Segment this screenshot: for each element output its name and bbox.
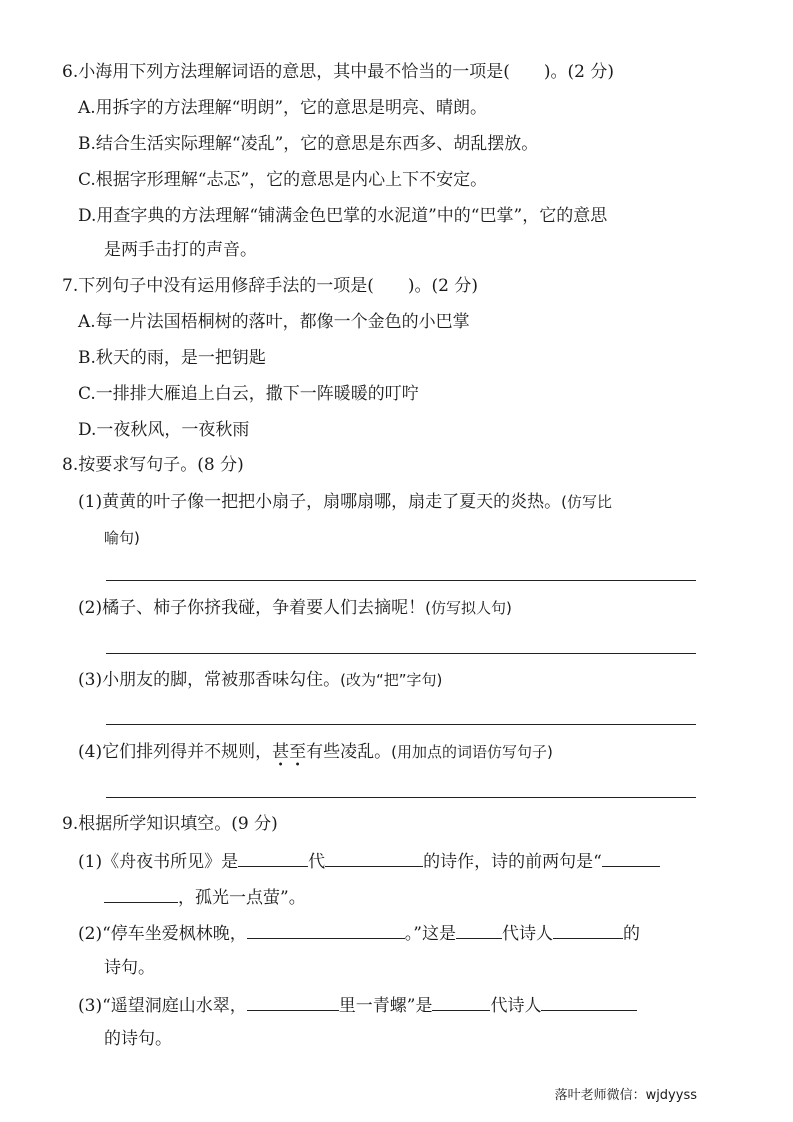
q9-p2-blank-line[interactable]	[247, 920, 405, 939]
q9-part3-cont: 的诗句。	[104, 1029, 172, 1049]
q6-option-b: B.结合生活实际理解“凌乱”，它的意思是东西多、胡乱摆放。	[78, 134, 539, 154]
footer-contact: 落叶老师微信：wjdyyss	[554, 1088, 697, 1103]
q8-item4-text-a: (4)它们排列得并不规则，	[78, 742, 273, 762]
q8-item1-note-cont: 喻句)	[104, 529, 140, 547]
q9-part1	[78, 848, 660, 874]
q9-p2-blank-poet[interactable]	[553, 920, 623, 939]
q6-stem: 6.小海用下列方法理解词语的意思，其中最不恰当的一项是( )。(2 分)	[62, 62, 614, 82]
q6-option-d: D.用查字典的方法理解“铺满金色巴掌的水泥道”中的“巴掌”，它的意思	[78, 206, 608, 226]
q9-stem: 9.根据所学知识填空。(9 分)	[62, 814, 278, 834]
q8-item3-text: (3)小朋友的脚，常被那香味勾住。	[78, 670, 341, 690]
q8-stem: 8.按要求写句子。(8 分)	[62, 455, 244, 475]
q8-item4-text-b: 有些凌乱。	[306, 742, 392, 762]
q9-p3-text-a: (3)“遥望洞庭山水翠，	[78, 996, 247, 1016]
q8-answer-line-1[interactable]	[106, 580, 696, 581]
q7-option-a: A.每一片法国梧桐树的落叶，都像一个金色的小巴掌	[78, 312, 470, 332]
q9-p2-text-b: 。”这是	[404, 924, 456, 944]
q8-item2-text: (2)橘子、柿子你挤我碰，争着要人们去摘呢！	[78, 598, 426, 618]
q9-p2-text-a: (2)“停车坐爱枫林晚，	[78, 924, 247, 944]
q8-item4	[78, 740, 553, 764]
q9-p3-text-c: 代诗人	[490, 996, 542, 1016]
q6-option-c: C.根据字形理解“忐忑”，它的意思是内心上下不安定。	[78, 170, 488, 190]
q6-option-a: A.用拆字的方法理解“明朗”，它的意思是明亮、晴朗。	[78, 98, 488, 118]
q9-p3-blank-dynasty[interactable]	[432, 992, 490, 1011]
q9-p1-blank-poet[interactable]	[325, 848, 423, 867]
q9-p2-text-d: 的	[622, 924, 640, 944]
q9-p2-text-c: 代诗人	[501, 924, 553, 944]
q9-p3-blank-poet[interactable]	[541, 992, 637, 1011]
q9-p3-blank-line[interactable]	[247, 992, 339, 1011]
q8-item4-dotted-1: 甚	[272, 742, 290, 762]
q8-item3-note: (改为“把”字句)	[340, 671, 443, 689]
q6-option-d-cont: 是两手击打的声音。	[104, 240, 257, 260]
q8-item1	[78, 490, 612, 514]
q8-item4-note: (用加点的词语仿写句子)	[391, 743, 553, 761]
q9-p1-blank-dynasty[interactable]	[238, 848, 308, 867]
q9-p1-text-d: ，孤光一点萤”。	[178, 888, 306, 908]
q9-p1-blank-line1[interactable]	[602, 848, 660, 867]
q9-part2-cont: 诗句。	[104, 958, 155, 978]
q9-p1-blank-line1-cont[interactable]	[104, 884, 178, 903]
q8-item3	[78, 668, 442, 692]
q8-item1-text: (1)黄黄的叶子像一把把小扇子，扇哪扇哪，扇走了夏天的炎热。	[78, 492, 562, 512]
q9-part1-cont	[104, 884, 306, 910]
q8-item2-note: (仿写拟人句)	[425, 599, 512, 617]
q8-answer-line-3[interactable]	[106, 724, 696, 725]
q9-p1-text-a: (1)《舟夜书所见》是	[78, 852, 239, 872]
q7-stem: 7.下列句子中没有运用修辞手法的一项是( )。(2 分)	[62, 276, 478, 296]
q8-answer-line-4[interactable]	[106, 797, 696, 798]
q8-item1-note: (仿写比	[561, 493, 612, 511]
q7-option-d: D.一夜秋风，一夜秋雨	[78, 420, 250, 440]
q9-p3-text-b: 里一青螺”是	[338, 996, 433, 1016]
q8-item2	[78, 596, 512, 620]
q8-item4-dotted-2: 至	[289, 742, 307, 762]
q9-part2	[78, 920, 640, 946]
q7-option-b: B.秋天的雨，是一把钥匙	[78, 348, 266, 368]
q9-part3	[78, 992, 637, 1018]
q9-p2-blank-dynasty[interactable]	[456, 920, 502, 939]
q9-p1-text-c: 的诗作，诗的前两句是“	[423, 852, 602, 872]
q9-p1-text-b: 代	[308, 852, 326, 872]
q8-answer-line-2[interactable]	[106, 653, 696, 654]
q7-option-c: C.一排排大雁追上白云，撒下一阵暖暖的叮咛	[78, 384, 419, 404]
